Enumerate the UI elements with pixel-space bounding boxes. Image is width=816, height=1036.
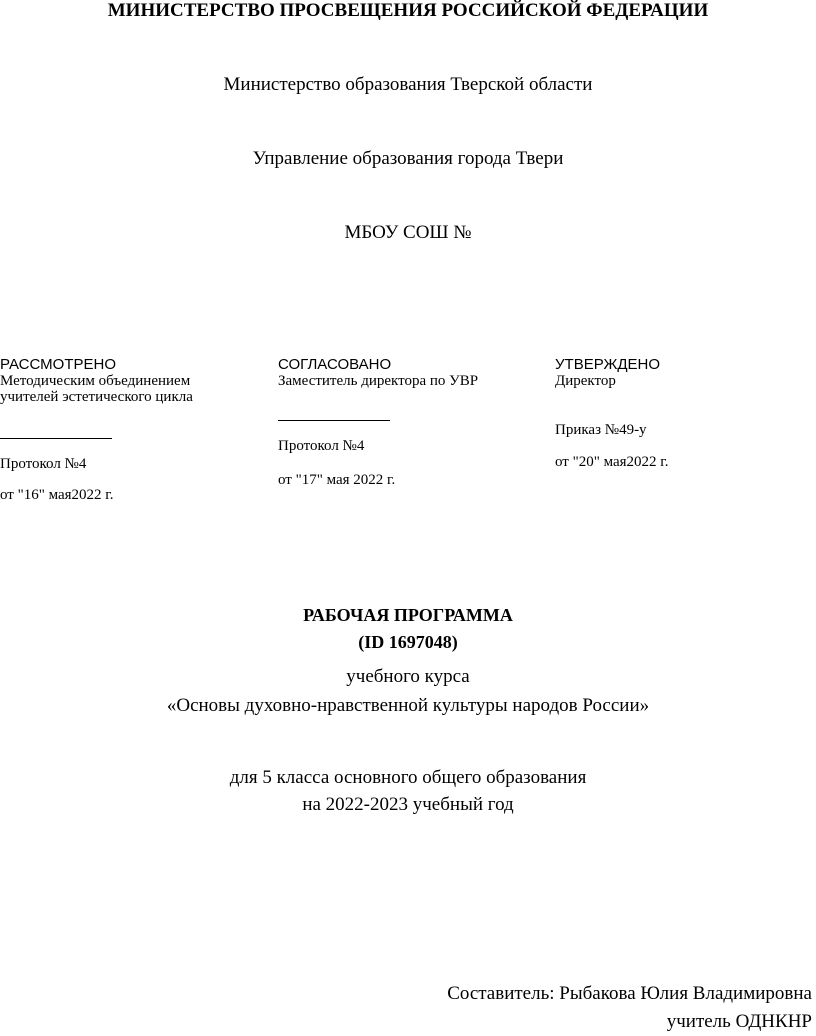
reviewed-signature-line xyxy=(0,438,112,439)
reviewed-line2: учителей эстетического цикла xyxy=(0,389,193,405)
agreed-line1: Заместитель директора по УВР xyxy=(278,373,479,389)
school-name: МБОУ СОШ № xyxy=(344,222,472,243)
author-role: учитель ОДНКНР xyxy=(666,1011,812,1032)
reviewed-title: РАССМОТРЕНО xyxy=(0,356,117,373)
reviewed-line1: Методическим объединением xyxy=(0,373,191,389)
reviewed-protocol: Протокол №4 xyxy=(0,456,87,472)
regional-ministry-heading: Министерство образования Тверской области xyxy=(223,74,593,95)
academic-year: на 2022-2023 учебный год xyxy=(302,794,514,815)
author-line: Составитель: Рыбакова Юлия Владимировна xyxy=(447,983,812,1004)
approved-title: УТВЕРЖДЕНО xyxy=(555,356,661,373)
agreed-signature-line xyxy=(278,420,390,421)
approved-date: от "20" мая2022 г. xyxy=(555,454,669,470)
course-label: учебного курса xyxy=(346,666,470,687)
grade-line: для 5 класса основного общего образования xyxy=(229,767,587,788)
city-department-heading: Управление образования города Твери xyxy=(252,148,564,169)
agreed-protocol: Протокол №4 xyxy=(278,438,365,454)
approved-line1: Директор xyxy=(555,373,616,389)
federal-ministry-heading: МИНИСТЕРСТВО ПРОСВЕЩЕНИЯ РОССИЙСКОЙ ФЕДЕРАЦИИ xyxy=(107,0,709,21)
reviewed-date: от "16" мая2022 г. xyxy=(0,487,114,503)
course-name: «Основы духовно-нравственной культуры народов России» xyxy=(166,695,650,716)
program-id: (ID 1697048) xyxy=(358,632,458,652)
program-title: РАБОЧАЯ ПРОГРАММА xyxy=(303,605,513,625)
approved-order: Приказ №49-у xyxy=(555,422,647,438)
agreed-title: СОГЛАСОВАНО xyxy=(278,356,392,373)
agreed-date: от "17" мая 2022 г. xyxy=(278,472,396,488)
